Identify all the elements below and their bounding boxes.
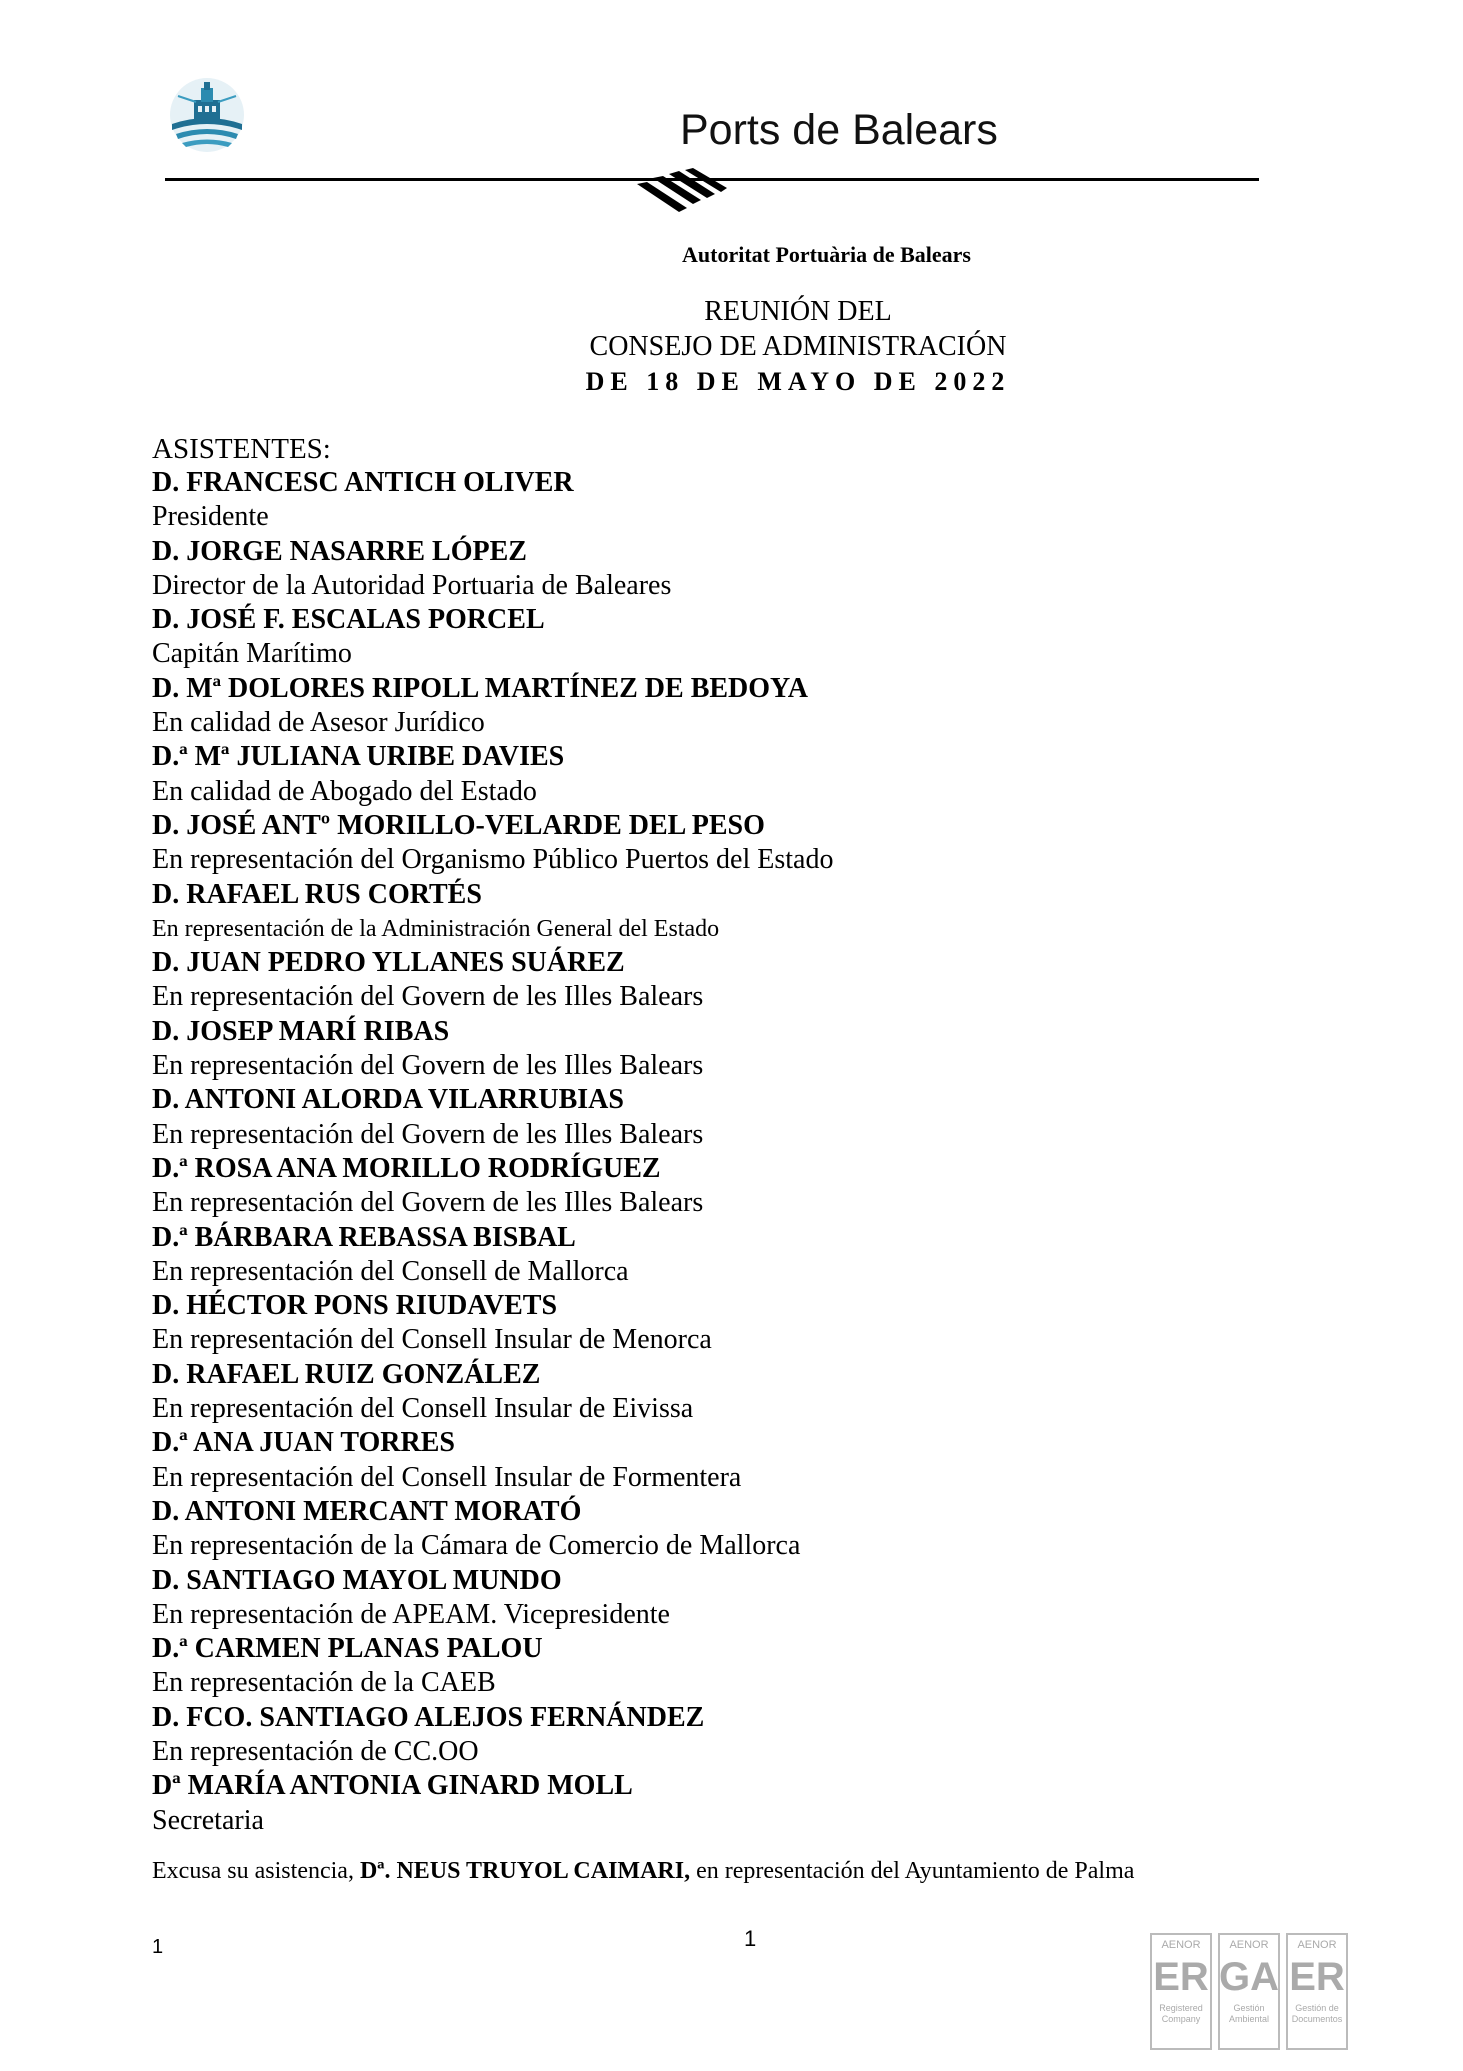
attendees-heading: ASISTENTES: — [152, 433, 331, 465]
attendee-item — [152, 1564, 1302, 1633]
attendee-role: Director de la Autoridad Portuaria de Baleares — [152, 569, 672, 601]
attendee-name: D.ª CARMEN PLANAS PALOU — [152, 1633, 543, 1665]
cert-top: AENOR — [1161, 1939, 1201, 1951]
attendee-role: En calidad de Abogado del Estado — [152, 775, 537, 807]
attendee-role: Secretaria — [152, 1804, 264, 1836]
certification-badges — [1150, 1933, 1348, 2050]
attendee-role: En representación del Govern de les Illes Balears — [152, 981, 704, 1013]
page-number-center: 1 — [744, 1926, 757, 1951]
excused-name: Dª. NEUS TRUYOL CAIMARI, — [359, 1858, 691, 1884]
attendee-name: D. JOSÉ F. ESCALAS PORCEL — [152, 604, 545, 636]
attendees-items — [152, 466, 1302, 1838]
attendee-name: D.ª ROSA ANA MORILLO RODRÍGUEZ — [152, 1152, 661, 1184]
attendee-item — [152, 809, 1302, 878]
attendee-item — [152, 1152, 1302, 1221]
attendee-role: En representación del Consell Insular de Eivissa — [152, 1393, 694, 1425]
attendee-item — [152, 535, 1302, 604]
attendee-role: En representación del Organismo Público Puertos del Estado — [152, 844, 834, 876]
ports-de-balears-logo-icon — [168, 76, 246, 154]
attendee-name: D. JOSEP MARÍ RIBAS — [152, 1015, 450, 1047]
attendee-name: D. ANTONI ALORDA VILARRUBIAS — [152, 1084, 624, 1116]
attendees-list — [152, 432, 1302, 1838]
aenor-cert-badge-icon — [1150, 1933, 1212, 2050]
attendee-item — [152, 1221, 1302, 1290]
attendee-name: D. JOSÉ ANTº MORILLO-VELARDE DEL PESO — [152, 809, 765, 841]
attendee-role: En representación de la CAEB — [152, 1667, 496, 1699]
attendee-item — [152, 946, 1302, 1015]
attendee-role: En representación de APEAM. Vicepresidente — [152, 1598, 670, 1630]
attendee-role: En representación del Consell de Mallorca — [152, 1255, 629, 1287]
attendee-item — [152, 1358, 1302, 1427]
cert-mark: ER — [1153, 1955, 1209, 1999]
cert-mark: GA — [1219, 1955, 1279, 1999]
attendee-role: En representación del Govern de les Illes Balears — [152, 1118, 704, 1150]
attendee-role: Presidente — [152, 501, 269, 533]
aenor-cert-badge-icon — [1286, 1933, 1348, 2050]
attendee-item — [152, 1289, 1302, 1358]
attendee-name: D. ANTONI MERCANT MORATÓ — [152, 1495, 582, 1527]
title-line-3: DE 18 DE MAYO DE 2022 — [585, 367, 1011, 396]
attendee-name: D. JORGE NASARRE LÓPEZ — [152, 535, 527, 567]
attendee-role: En representación de la Cámara de Comercio de Mallorca — [152, 1530, 801, 1562]
attendee-name: D. JUAN PEDRO YLLANES SUÁREZ — [152, 947, 625, 979]
attendee-item — [152, 672, 1302, 741]
attendee-name: D. FCO. SANTIAGO ALEJOS FERNÁNDEZ — [152, 1701, 705, 1733]
attendee-role: En representación de la Administración General del Estado — [152, 915, 720, 942]
attendee-item — [152, 878, 1302, 947]
title-line-1: REUNIÓN DEL — [704, 296, 892, 327]
document-title — [500, 294, 1096, 399]
attendee-role: En representación de CC.OO — [152, 1735, 479, 1767]
aenor-cert-badge-icon — [1218, 1933, 1280, 2050]
attendee-item — [152, 1701, 1302, 1770]
cert-mark: ER — [1289, 1955, 1345, 1999]
ports-mark-icon — [635, 168, 735, 218]
cert-sub: Registered Company — [1159, 2003, 1203, 2024]
attendee-role: En representación del Govern de les Illes Balears — [152, 1050, 704, 1082]
authority-name: Autoritat Portuària de Balears — [682, 242, 971, 267]
attendee-name: D.ª Mª JULIANA URIBE DAVIES — [152, 741, 565, 773]
attendee-item — [152, 1083, 1302, 1152]
attendee-name: Dª MARÍA ANTONIA GINARD MOLL — [152, 1770, 633, 1802]
attendee-role: Capitán Marítimo — [152, 638, 352, 670]
brand-name: Ports de Balears — [680, 106, 998, 154]
attendee-name: D. RAFAEL RUIZ GONZÁLEZ — [152, 1358, 541, 1390]
attendee-name: D. Mª DOLORES RIPOLL MARTÍNEZ DE BEDOYA — [152, 672, 808, 704]
cert-sub: Gestión Ambiental — [1228, 2003, 1270, 2024]
attendee-role: En representación del Govern de les Illes Balears — [152, 1187, 704, 1219]
excused-note — [152, 1858, 1134, 1885]
attendee-item — [152, 1769, 1302, 1838]
page-number-left: 1 — [152, 1936, 164, 1958]
title-line-2: CONSEJO DE ADMINISTRACIÓN — [589, 331, 1007, 362]
attendee-item — [152, 603, 1302, 672]
attendee-item — [152, 740, 1302, 809]
cert-top: AENOR — [1229, 1939, 1269, 1951]
attendee-item — [152, 1015, 1302, 1084]
attendee-name: D. FRANCESC ANTICH OLIVER — [152, 467, 574, 498]
cert-sub: Gestión de Documentos — [1291, 2003, 1343, 2024]
attendee-name: D. HÉCTOR PONS RIUDAVETS — [152, 1290, 558, 1322]
attendee-item — [152, 1632, 1302, 1701]
attendee-name: D.ª ANA JUAN TORRES — [152, 1427, 455, 1459]
excused-prefix: Excusa su asistencia, — [152, 1858, 360, 1884]
excused-suffix: en representación del Ayuntamiento de Palma — [690, 1858, 1135, 1884]
attendee-item — [152, 466, 1302, 535]
attendee-role: En calidad de Asesor Jurídico — [152, 707, 485, 739]
attendee-name: D. RAFAEL RUS CORTÉS — [152, 878, 482, 910]
attendee-role: En representación del Consell Insular de Formentera — [152, 1461, 742, 1493]
attendee-item — [152, 1495, 1302, 1564]
attendee-role: En representación del Consell Insular de Menorca — [152, 1324, 712, 1356]
attendee-item — [152, 1426, 1302, 1495]
cert-top: AENOR — [1297, 1939, 1337, 1951]
attendee-name: D. SANTIAGO MAYOL MUNDO — [152, 1564, 562, 1596]
attendee-name: D.ª BÁRBARA REBASSA BISBAL — [152, 1221, 576, 1253]
